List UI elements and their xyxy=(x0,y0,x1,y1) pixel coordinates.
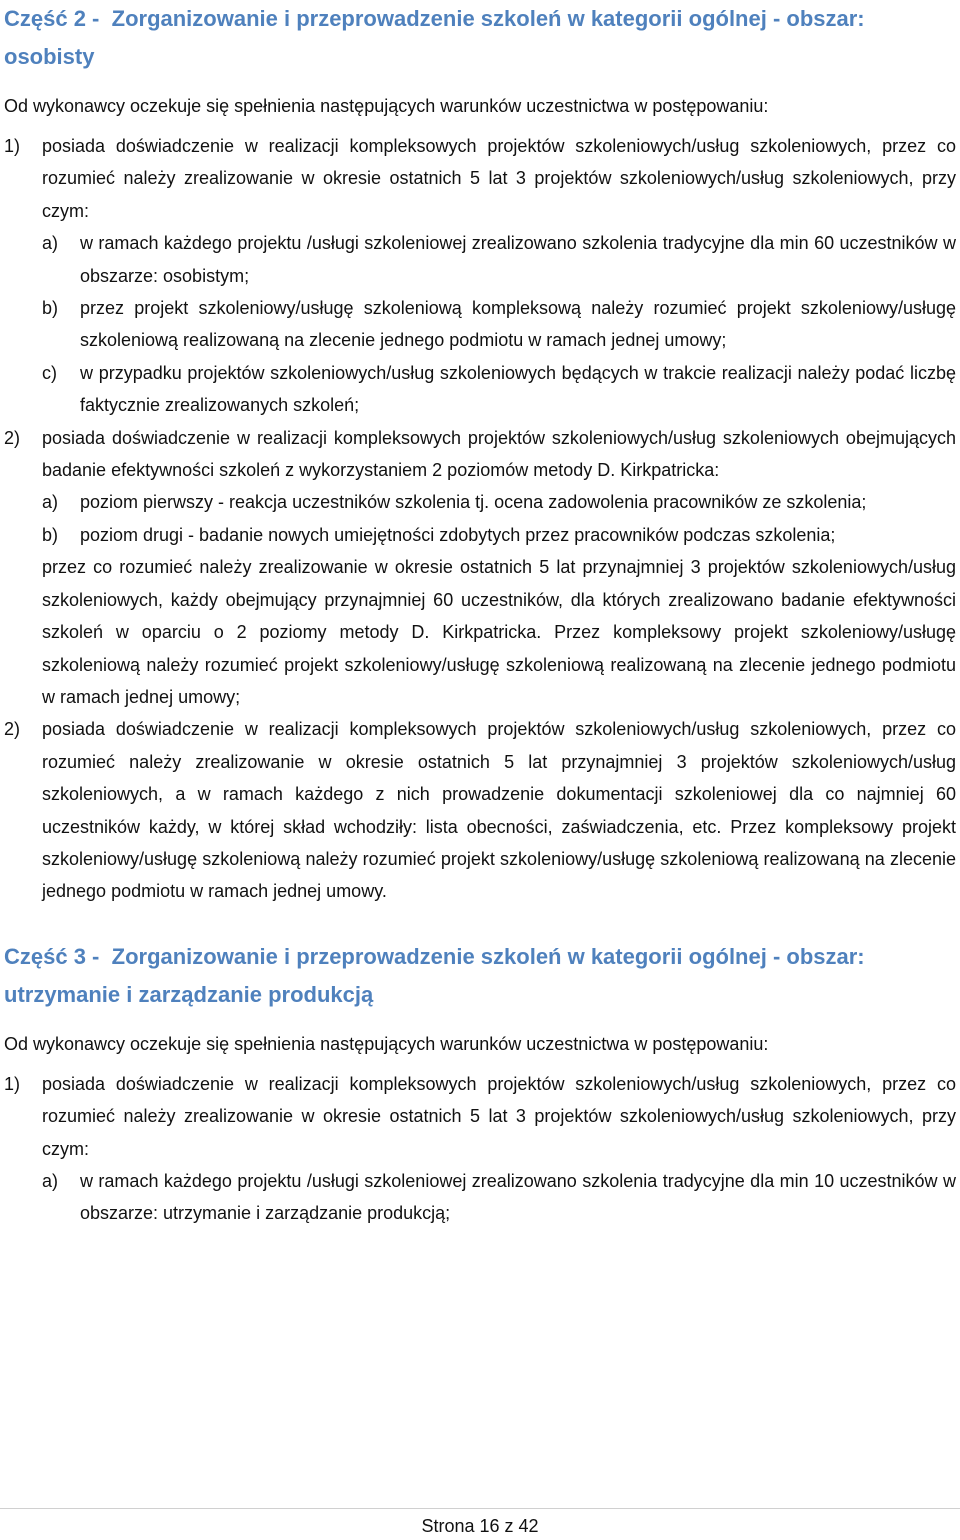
section-2-intro: Od wykonawcy oczekuje się spełnienia następujących warunków uczestnictwa w postępowaniu: xyxy=(4,96,769,116)
document-page xyxy=(4,0,956,1230)
section-3-heading xyxy=(4,938,956,1014)
sub-marker: b) xyxy=(42,298,59,319)
sub-item xyxy=(42,1165,956,1230)
sub-text: poziom drugi - badanie nowych umiejętności zdobytych przez pracowników podczas szkolenia; xyxy=(80,524,836,545)
sub-item xyxy=(42,519,956,551)
condition-item xyxy=(4,1068,956,1230)
item-marker: 1) xyxy=(4,1073,21,1094)
section-2-heading xyxy=(4,0,956,76)
sub-text: w ramach każdego projektu /usługi szkoleniowej zrealizowano szkolenia tradycyjne dla min 10 uczestników w obszarze: utrzymanie i zarządzanie produkcją; xyxy=(80,1170,956,1224)
item-text: posiada doświadczenie w realizacji kompleksowych projektów szkoleniowych/usług szkoleniowych obejmujących badanie efektywności szkoleń z wykorzystaniem 2 poziomów metody D. Kirkpatricka: xyxy=(42,427,956,481)
sub-marker: a) xyxy=(42,233,59,254)
footer-divider xyxy=(0,1508,960,1509)
item-marker: 2) xyxy=(4,719,21,740)
section-3-conditions xyxy=(4,1068,956,1230)
page-number: Strona 16 z 42 xyxy=(421,1516,539,1536)
item-text: posiada doświadczenie w realizacji kompleksowych projektów szkoleniowych/usług szkoleniowych, przez co rozumieć należy zrealizowanie w okresie ostatnich 5 lat przynajmniej 3 projektów szkoleniowych/usług szkoleniowych, a w ramach każdego z nich prowadzenie dokumentacji szkoleniowej dla co najmniej 60 uczestników każdy, w której skład wchodziły: lista obecności, zaświadczenia, etc. Przez kompleksowy projekt szkoleniowy/usługę szkoleniową należy rozumieć projekt szkoleniowy/usługę szkoleniową realizowaną na zlecenie jednego podmiotu w ramach jednej umowy. xyxy=(42,719,956,902)
section-3-title: Zorganizowanie i przeprowadzenie szkoleń w kategorii ogólnej - obszar: utrzymanie i zarządzanie produkcją xyxy=(4,943,865,1007)
sub-item xyxy=(42,292,956,357)
sub-list xyxy=(42,1165,956,1230)
condition-item xyxy=(4,713,956,907)
sub-marker: c) xyxy=(42,362,57,383)
item-text: posiada doświadczenie w realizacji kompleksowych projektów szkoleniowych/usług szkoleniowych, przez co rozumieć należy zrealizowanie w okresie ostatnich 5 lat 3 projektów szkoleniowych/usług szkoleniowych, przy czym: xyxy=(42,1073,956,1159)
sub-item xyxy=(42,486,956,518)
sub-text: w przypadku projektów szkoleniowych/usług szkoleniowych będących w trakcie realizacji należy podać liczbę faktycznie zrealizowanych szkoleń; xyxy=(80,362,956,416)
sub-text: poziom pierwszy - reakcja uczestników szkolenia tj. ocena zadowolenia pracowników ze szkolenia; xyxy=(80,492,867,513)
item-text: posiada doświadczenie w realizacji kompleksowych projektów szkoleniowych/usług szkoleniowych, przez co rozumieć należy zrealizowanie w okresie ostatnich 5 lat 3 projektów szkoleniowych/usług szkoleniowych, przy czym: xyxy=(42,136,956,221)
item-marker: 2) xyxy=(4,427,21,448)
section-3-number: Część 3 - xyxy=(4,943,100,969)
item-marker: 1) xyxy=(4,136,21,156)
section-2-title: Zorganizowanie i przeprowadzenie szkoleń w kategorii ogólnej - obszar: osobisty xyxy=(4,6,865,69)
sub-text: w ramach każdego projektu /usługi szkoleniowej zrealizowano szkolenia tradycyjne dla min 60 uczestników w obszarze: osobistym; xyxy=(80,233,956,286)
condition-item xyxy=(4,422,956,714)
condition-item xyxy=(4,130,956,422)
sub-marker: b) xyxy=(42,524,59,545)
item-continuation: przez co rozumieć należy zrealizowanie w okresie ostatnich 5 lat przynajmniej 3 projektów szkoleniowych/usług szkoleniowych, każdy obejmujący przynajmniej 60 uczestników, dla których zrealizowano badanie efektywności szkoleń w oparciu o 2 poziomy metody D. Kirkpatricka. Przez kompleksowy projekt szkoleniowy/usługę szkoleniową należy rozumieć projekt szkoleniowy/usługę szkoleniową realizowaną na zlecenie jednego podmiotu w ramach jednej umowy; xyxy=(42,557,956,707)
section-2-number: Część 2 - xyxy=(4,6,100,31)
sub-item xyxy=(42,227,956,292)
sub-item xyxy=(42,357,956,422)
sub-marker: a) xyxy=(42,1170,59,1191)
sub-list xyxy=(42,486,956,551)
sub-marker: a) xyxy=(42,492,59,513)
section-2-conditions xyxy=(4,130,956,908)
section-3-intro: Od wykonawcy oczekuje się spełnienia następujących warunków uczestnictwa w postępowaniu: xyxy=(4,1033,769,1054)
sub-list xyxy=(42,227,956,421)
sub-text: przez projekt szkoleniowy/usługę szkoleniową kompleksową należy rozumieć projekt szkoleniowy/usługę szkoleniową realizowaną na zlecenie jednego podmiotu w ramach jednej umowy; xyxy=(80,298,956,351)
